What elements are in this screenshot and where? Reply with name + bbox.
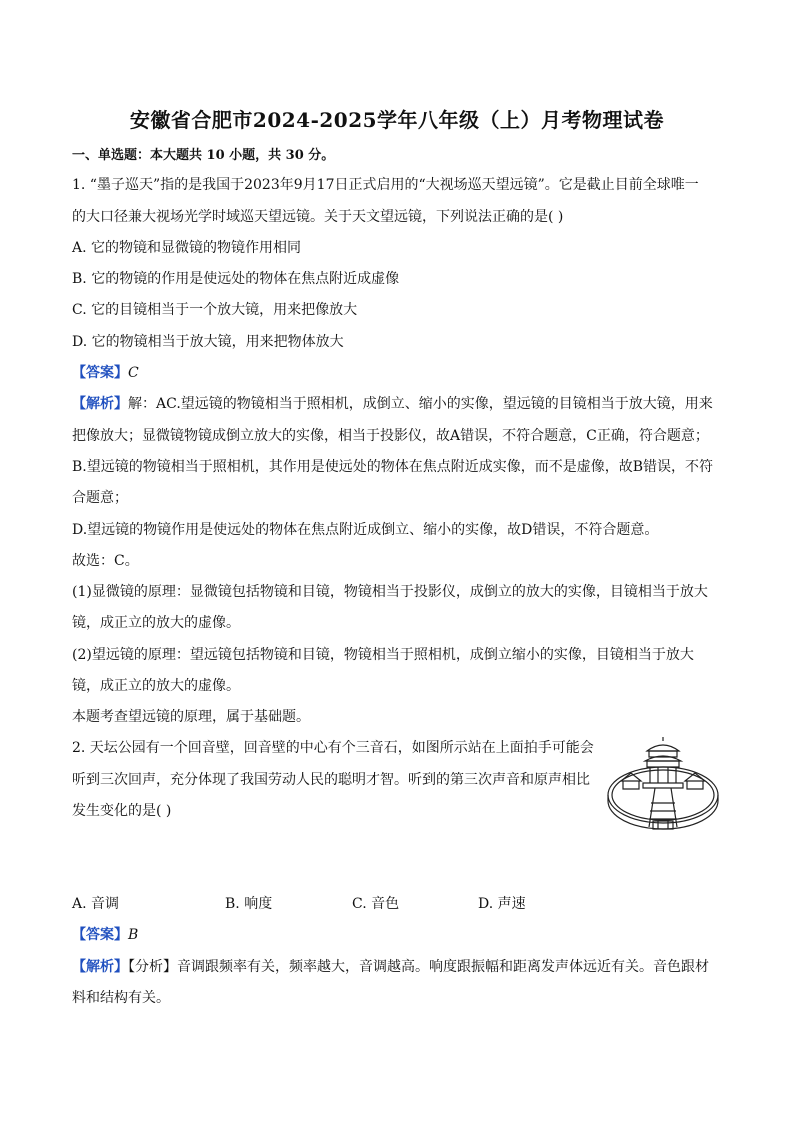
q1-option-c: C. 它的目镜相当于一个放大镜，用来把像放大 (72, 302, 358, 318)
q1-option-b: B. 它的物镜的作用是使远处的物体在焦点附近成虚像 (72, 271, 400, 287)
q1-stem-line-2: 的大口径兼大视场光学时域巡天望远镜。关于天文望远镜，下列说法正确的是( ) (72, 209, 564, 225)
q2-option-c: C. 音色 (352, 896, 400, 912)
analysis-tag: 【解析】 (72, 959, 128, 975)
answer-value: B (128, 927, 139, 943)
q1-analysis-line: 故选：C。 (72, 553, 139, 569)
q1-stem-line-1: 1. “墨子巡天”指的是我国于2023年9月17日正式启用的“大视场巡天望远镜”。它是截止目前全球唯一 (72, 177, 699, 193)
q1-analysis-line: 本题考查望远镜的原理，属于基础题。 (72, 709, 310, 725)
analysis-tag: 【解析】 (72, 396, 128, 412)
q1-analysis-line (72, 394, 722, 414)
section-heading: 一、单选题：本大题共 10 小题，共 30 分。 (72, 148, 335, 163)
q2-answer (72, 925, 722, 945)
answer-tag: 【答案】 (72, 927, 128, 943)
echo-wall-figure (603, 733, 721, 833)
q2-analysis-line (72, 957, 722, 977)
q2-analysis-line: 料和结构有关。 (72, 990, 170, 1006)
analysis-text: 【分析】音调跟频率有关，频率越大，音调越高。响度跟振幅和距离发声体远近有关。音色跟材 (128, 959, 709, 975)
answer-value: C (128, 365, 139, 381)
q2-option-d: D. 声速 (478, 896, 526, 912)
q2-stem-line-3: 发生变化的是( ) (72, 803, 172, 819)
q1-analysis-line: 镜，成正立的放大的虚像。 (72, 678, 240, 694)
q1-option-a: A. 它的物镜和显微镜的物镜作用相同 (72, 240, 302, 256)
q2-stem-line-2: 听到三次回声，充分体现了我国劳动人民的聪明才智。听到的第三次声音和原声相比 (72, 772, 590, 788)
answer-tag: 【答案】 (72, 365, 128, 381)
q1-analysis-line: (1)显微镜的原理：显微镜包括物镜和目镜，物镜相当于投影仪，成倒立的放大的实像，目镜相当于放大 (72, 584, 708, 600)
q2-stem-line-1: 2. 天坛公园有一个回音壁，回音壁的中心有个三音石，如图所示站在上面拍手可能会 (72, 740, 594, 756)
q1-option-d: D. 它的物镜相当于放大镜，用来把物体放大 (72, 334, 344, 350)
q1-analysis-line: 合题意； (72, 490, 128, 506)
q2-option-a: A. 音调 (72, 896, 120, 912)
q1-analysis-line: B.望远镜的物镜相当于照相机，其作用是使远处的物体在焦点附近成实像，而不是虚像，故B错误，不符 (72, 459, 714, 475)
q1-analysis-line: (2)望远镜的原理：望远镜包括物镜和目镜，物镜相当于照相机，成倒立缩小的实像，目镜相当于放大 (72, 647, 694, 663)
q1-answer (72, 363, 722, 383)
q1-analysis-line: D.望远镜的物镜作用是使远处的物体在焦点附近成倒立、缩小的实像，故D错误，不符合题意。 (72, 522, 659, 538)
q1-analysis-line: 镜，成正立的放大的虚像。 (72, 615, 240, 631)
q2-option-b: B. 响度 (225, 896, 273, 912)
page-title: 安徽省合肥市2024-2025学年八年级（上）月考物理试卷 (129, 108, 665, 132)
analysis-text: 解：AC.望远镜的物镜相当于照相机，成倒立、缩小的实像，望远镜的目镜相当于放大镜，用来 (128, 396, 713, 412)
q1-analysis-line: 把像放大；显微镜物镜成倒立放大的实像，相当于投影仪，故A错误，不符合题意，C正确，符合题意； (72, 428, 709, 444)
